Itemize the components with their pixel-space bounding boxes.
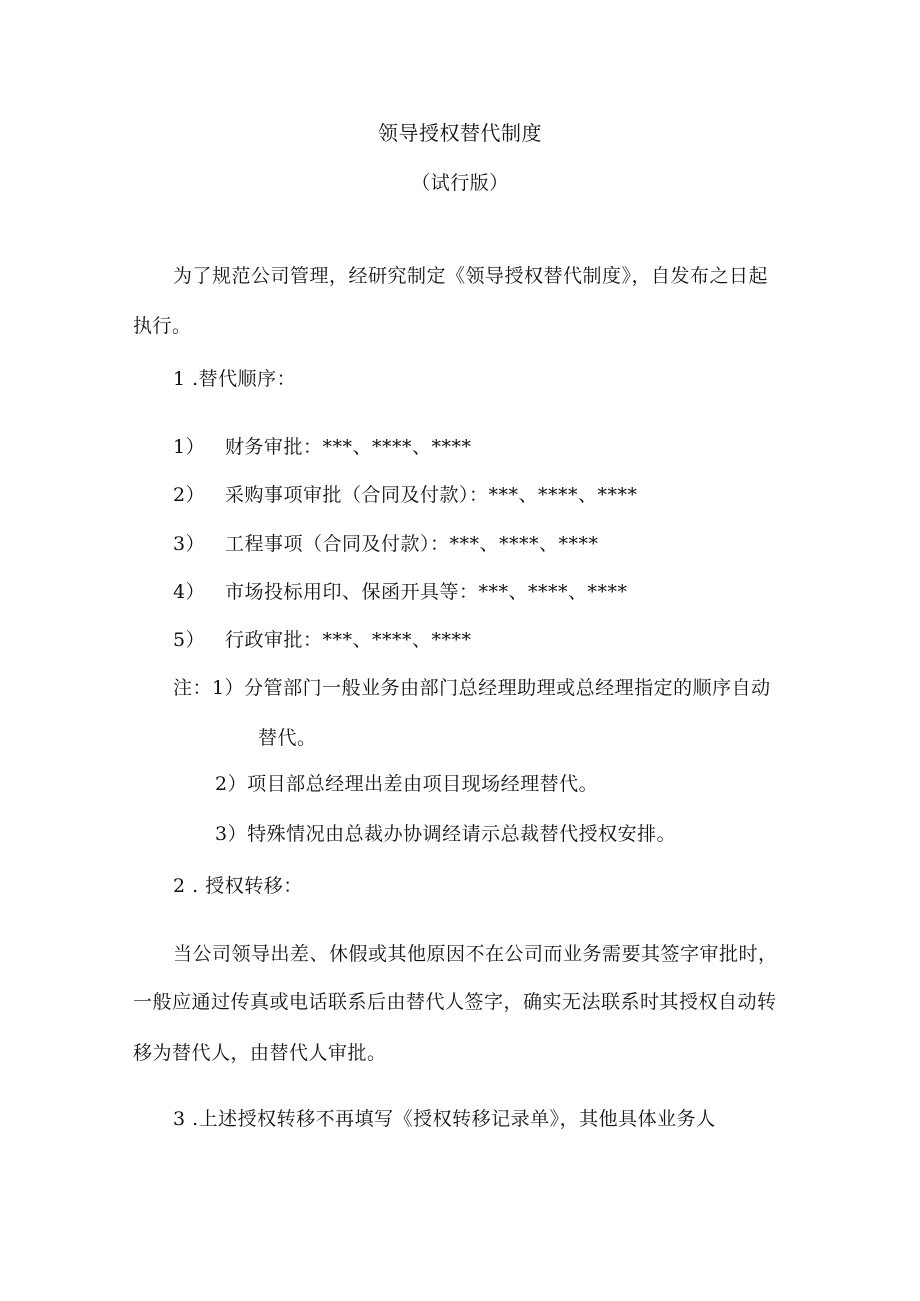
list-item-number: 1）	[173, 436, 206, 458]
list-item-text: 行政审批：***、****、****	[225, 629, 472, 651]
list-item	[173, 627, 472, 653]
list-item-text: 工程事项（合同及付款）：***、****、****	[225, 533, 599, 555]
list-item-number: 2）	[173, 484, 206, 506]
document-title: 领导授权替代制度	[378, 121, 542, 145]
note-2: 2）项目部总经理出差由项目现场经理替代。	[215, 773, 599, 795]
section-1-heading: 1 .替代顺序：	[173, 368, 297, 390]
list-item-number: 5）	[173, 629, 206, 651]
intro-paragraph-line: 为了规范公司管理，经研究制定《领导授权替代制度》，自发布之日起	[173, 265, 769, 287]
section-2-paragraph-line: 一般应通过传真或电话联系后由替代人签字，确实无法联系时其授权自动转	[133, 991, 777, 1013]
note-1-continuation: 替代。	[258, 727, 317, 749]
intro-paragraph-line: 执行。	[133, 315, 192, 337]
list-item-text: 市场投标用印、保函开具等：***、****、****	[225, 581, 628, 603]
section-2-paragraph-line: 移为替代人，由替代人审批。	[133, 1042, 387, 1064]
list-item	[173, 482, 638, 508]
list-item	[173, 531, 599, 557]
list-item-number: 4）	[173, 581, 206, 603]
list-item-number: 3）	[173, 533, 206, 555]
section-3-line: 3 .上述授权转移不再填写《授权转移记录单》，其他具体业务人	[173, 1108, 716, 1130]
list-item	[173, 579, 628, 605]
list-item-text: 财务审批：***、****、****	[225, 436, 472, 458]
list-item	[173, 434, 472, 460]
document-subtitle: （试行版）	[411, 172, 509, 194]
section-2-paragraph-line: 当公司领导出差、休假或其他原因不在公司而业务需要其签字审批时，	[173, 943, 778, 965]
list-item-text: 采购事项审批（合同及付款）：***、****、****	[225, 484, 638, 506]
note-3: 3）特殊情况由总裁办协调经请示总裁替代授权安排。	[215, 823, 677, 845]
section-2-heading: 2 . 授权转移：	[173, 875, 303, 897]
note-1: 注：1）分管部门一般业务由部门总经理助理或总经理指定的顺序自动	[173, 677, 771, 699]
